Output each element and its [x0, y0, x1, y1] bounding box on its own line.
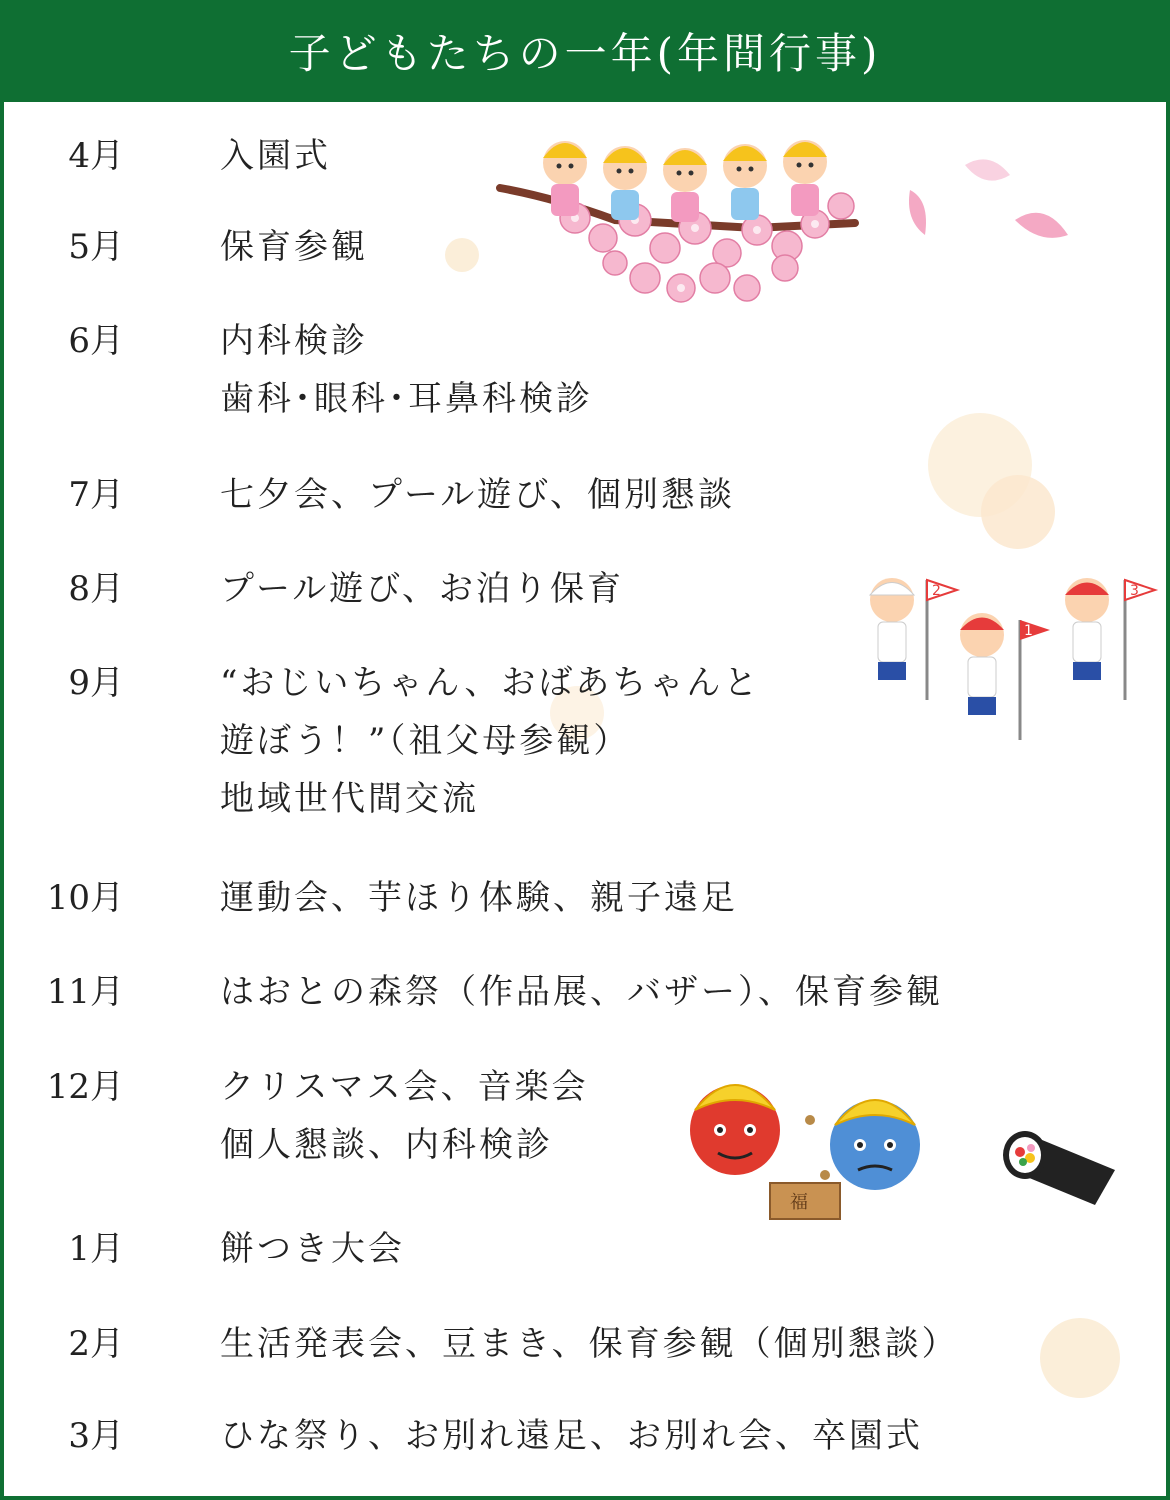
event-list — [220, 963, 1120, 1021]
month-label: 3月 — [68, 1416, 124, 1456]
month-label: 11月 — [46, 972, 124, 1012]
event-list — [220, 1315, 1120, 1373]
month-label: 5月 — [68, 227, 124, 267]
flag-number-3: 3 — [1130, 583, 1139, 599]
month-label: 12月 — [46, 1067, 124, 1107]
masu-label: 福 — [790, 1192, 808, 1213]
event-list — [220, 1220, 1120, 1278]
event-line: 遊ぼう！”（祖父母参観） — [220, 721, 631, 761]
month-label: 4月 — [68, 136, 124, 176]
event-line: クリスマス会、音楽会 — [220, 1067, 589, 1107]
event-line: 生活発表会、豆まき、保育参観（個別懇談） — [220, 1324, 959, 1364]
event-list — [220, 1407, 1120, 1465]
event-line: 歯科･眼科･耳鼻科検診 — [220, 379, 593, 419]
event-list — [220, 312, 1120, 428]
event-line: 内科検診 — [220, 321, 368, 361]
month-label: 1月 — [68, 1229, 124, 1269]
month-label: 7月 — [68, 475, 124, 515]
event-line: “おじいちゃん、おばあちゃんと — [220, 663, 761, 703]
event-line: はおとの森祭（作品展、バザー）、保育参観 — [220, 972, 943, 1012]
event-list — [220, 218, 1120, 276]
month-label: 8月 — [68, 569, 124, 609]
event-list — [220, 560, 1120, 618]
event-line: プール遊び、お泊り保育 — [220, 569, 624, 609]
event-line: 保育参観 — [220, 227, 368, 267]
event-list — [220, 127, 1120, 185]
event-line: 七夕会、プール遊び、個別懇談 — [220, 475, 735, 515]
month-label: 10月 — [46, 878, 124, 918]
event-list — [220, 466, 1120, 524]
month-label: 9月 — [68, 663, 124, 703]
event-line: 地域世代間交流 — [220, 779, 479, 819]
event-line: 入園式 — [220, 136, 331, 176]
event-list — [220, 654, 1120, 828]
month-label: 2月 — [68, 1324, 124, 1364]
event-line: ひな祭り、お別れ遠足、お別れ会、卒園式 — [220, 1416, 923, 1456]
event-line: 個人懇談、内科検診 — [220, 1125, 553, 1165]
event-list — [220, 869, 1120, 927]
event-list — [220, 1058, 1120, 1174]
page-title: 子どもたちの一年(年間行事) — [288, 29, 882, 78]
month-label: 6月 — [68, 321, 124, 361]
event-line: 餅つき大会 — [220, 1229, 405, 1269]
event-line: 運動会、芋ほり体験、親子遠足 — [220, 878, 738, 918]
flag-number-2: 2 — [932, 583, 941, 599]
flag-number-1: 1 — [1024, 623, 1033, 639]
